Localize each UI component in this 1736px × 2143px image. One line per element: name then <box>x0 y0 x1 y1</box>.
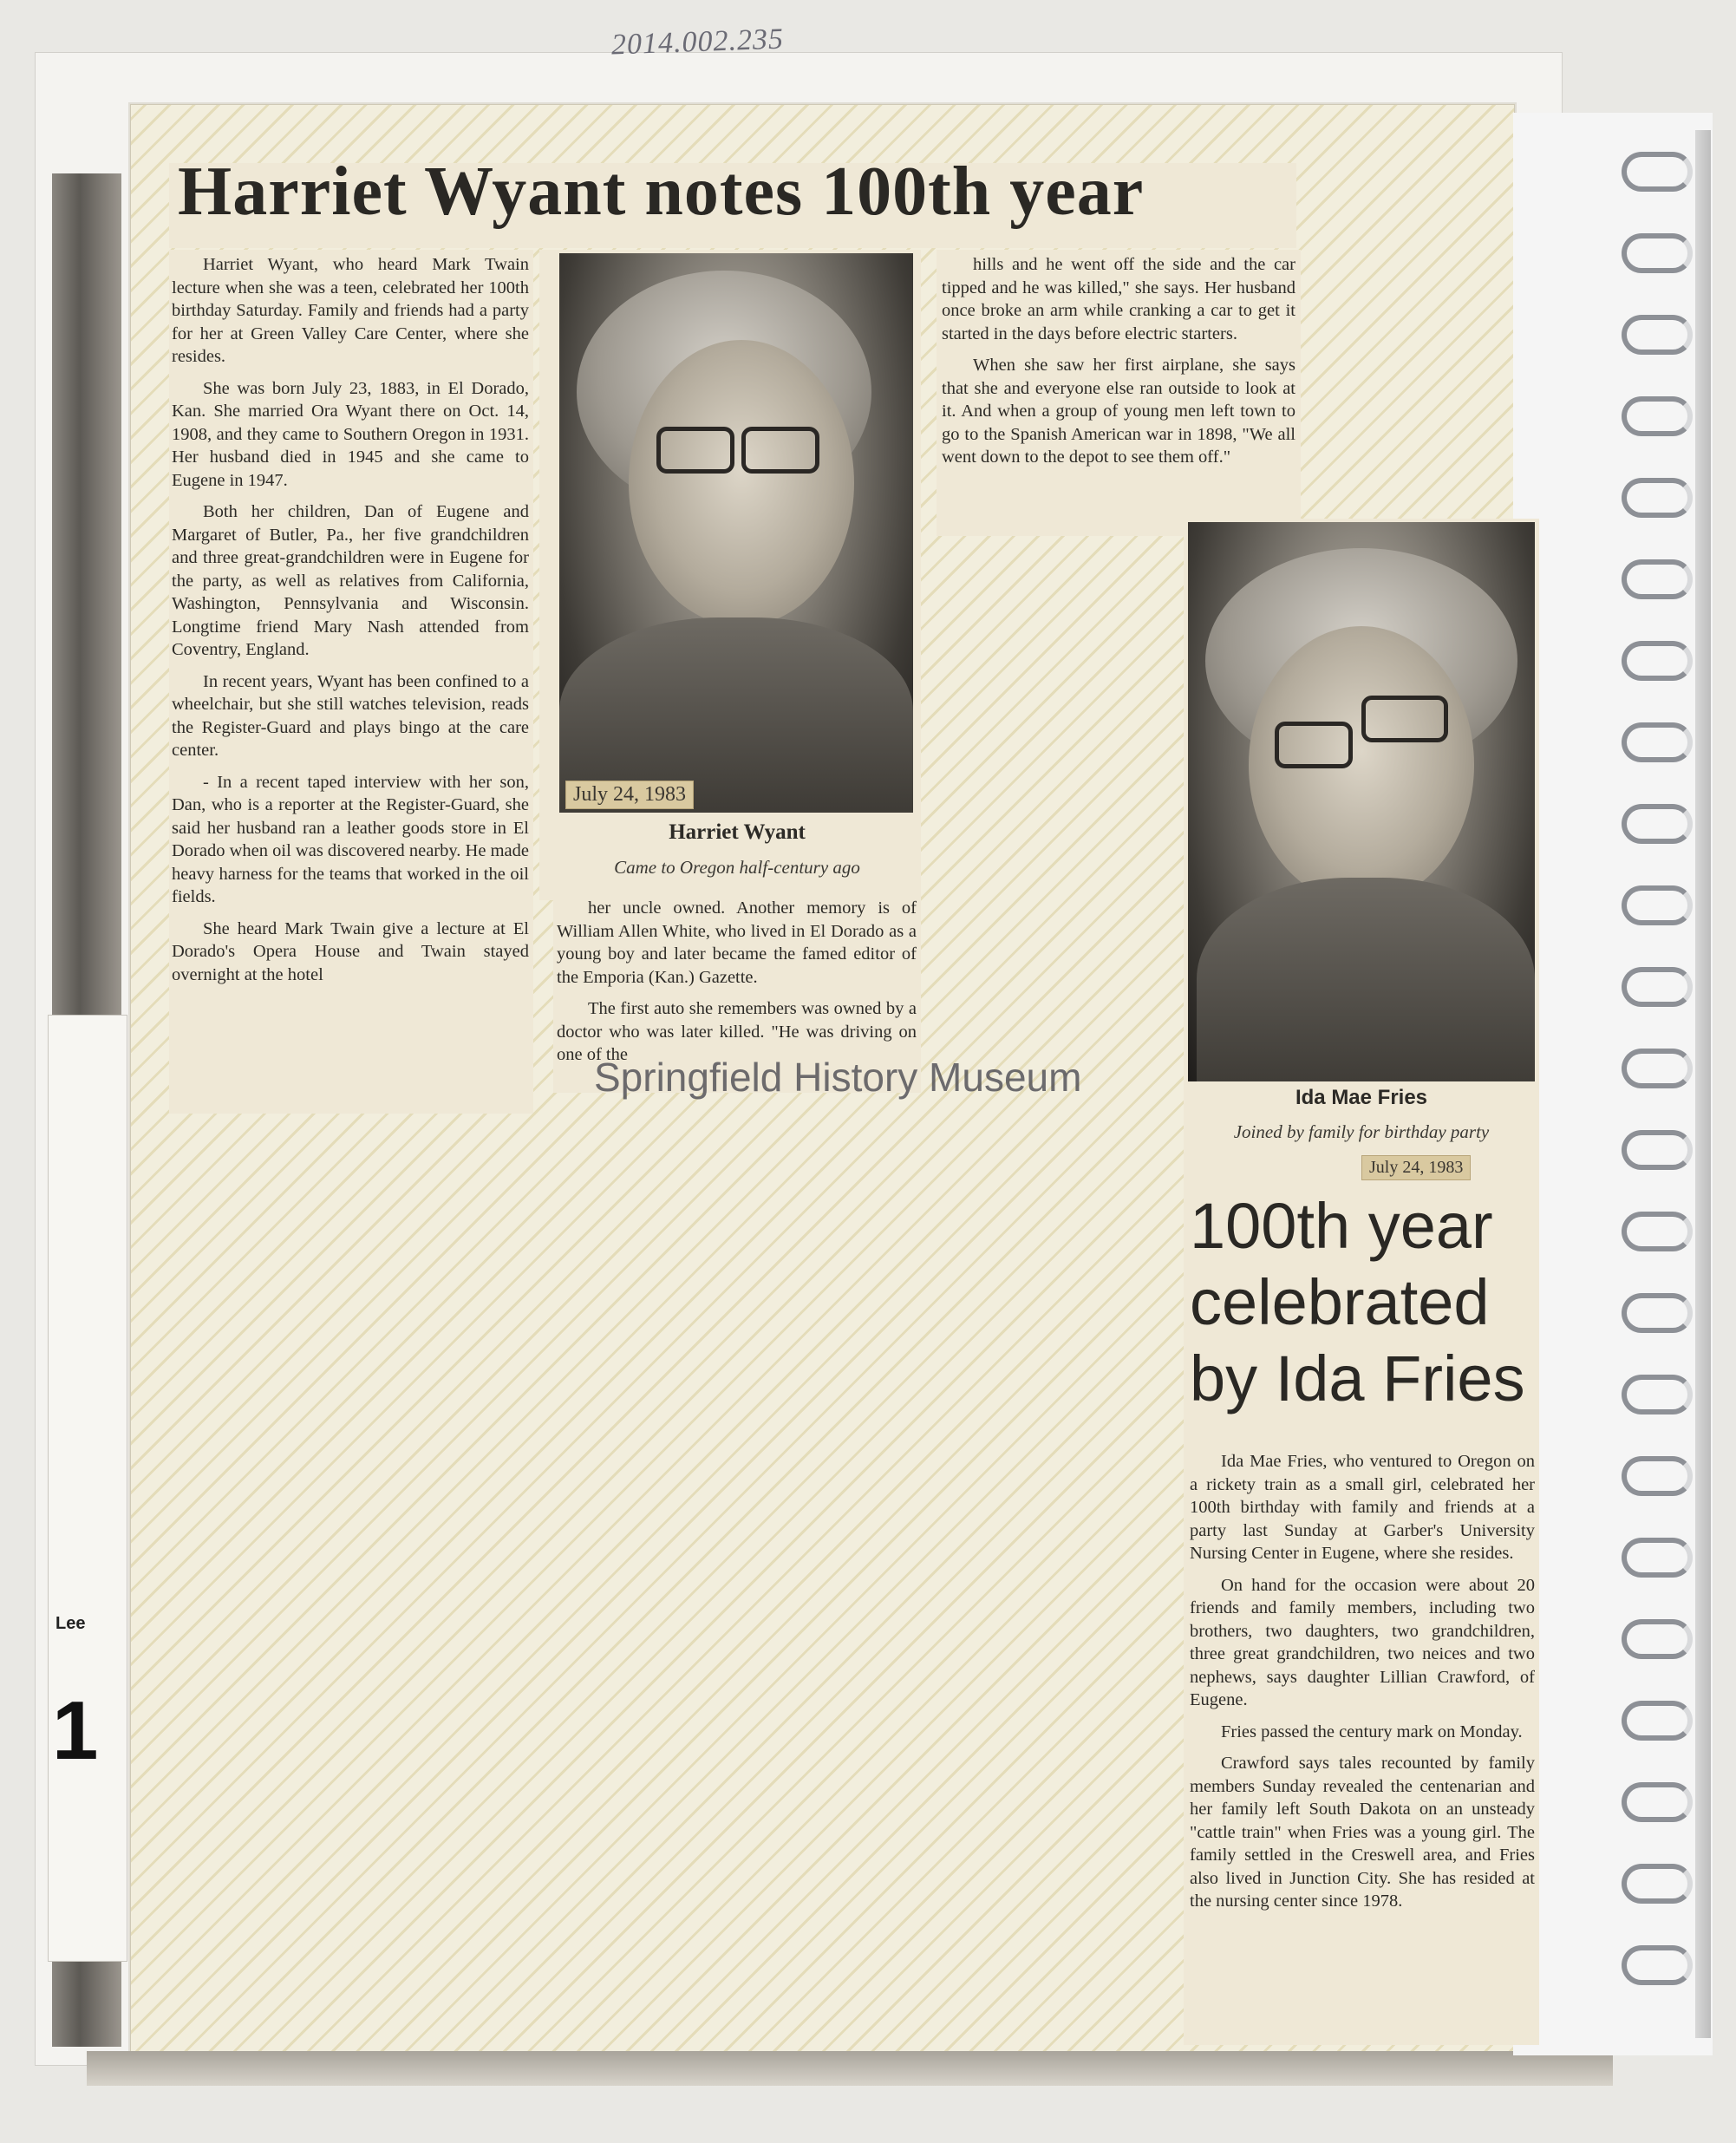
spiral-ring <box>1622 1456 1693 1496</box>
harriet-photo-caption: Came to Oregon half-century ago <box>614 857 860 878</box>
ida-glasses-right <box>1361 696 1448 742</box>
article2-paragraph: On hand for the occasion were about 20 friends and family members, including two brothers, two daughters, two grandchildren, three great grandchildren, two neices and two nephews, says daughter Lillian Crawford, of Eugene. <box>1190 1575 1535 1709</box>
article2-paragraph: Ida Mae Fries, who ventured to Oregon on a rickety train as a small girl, celebrated her 100th birthday with family and friends at a party last Sunday at Garber's University Nursing Center in Eugene, where she resides. <box>1190 1452 1535 1563</box>
spiral-ring <box>1622 1782 1693 1822</box>
article1-col1-paragraph: - In a recent taped interview with her son, Dan, who is a reporter at the Register-Guard, she said her husband ran a leather goods store in El Dorado when oil was discovered nearby. He made heavy harness for the teams that worked in the oil fields. <box>172 772 529 906</box>
spiral-ring <box>1622 1945 1693 1985</box>
harriet-wyant-photo <box>559 253 913 813</box>
ida-body <box>1197 878 1535 1081</box>
underlying-page-fragment <box>48 1015 127 1962</box>
article1-col1-paragraph: Harriet Wyant, who heard Mark Twain lecture when she was a teen, celebrated her 100th birthday Saturday. Family and friends had a party for her at Green Valley Care Center, where she resides. <box>172 255 529 366</box>
article1-column1 <box>172 253 529 995</box>
ida-glasses-left <box>1275 722 1353 768</box>
spiral-ring <box>1622 315 1693 355</box>
accession-number: 2014.002.235 <box>610 23 785 62</box>
article1-column3 <box>942 253 1295 478</box>
article2-date-stamp: July 24, 1983 <box>1361 1155 1471 1180</box>
museum-watermark: Springfield History Museum <box>594 1055 1082 1100</box>
spiral-ring <box>1622 1212 1693 1251</box>
spiral-ring <box>1622 559 1693 599</box>
ida-mae-fries-photo <box>1188 522 1535 1081</box>
spiral-ring <box>1622 1619 1693 1659</box>
article1-col1-paragraph: She was born July 23, 1883, in El Dorado, Kan. She married Ora Wyant there on Oct. 14, 1908, and they came to Southern Oregon in 1931. Her husband died in 1945 and she came to Eugene in 1947. <box>172 378 529 490</box>
spiral-ring <box>1622 233 1693 273</box>
spiral-ring <box>1622 885 1693 925</box>
article1-col2-paragraph: her uncle owned. Another memory is of William Allen White, who lived in El Dorado as a young boy and later became the famed editor of the Emporia (Kan.) Gazette. <box>557 898 917 987</box>
spiral-ring <box>1622 722 1693 762</box>
spiral-ring <box>1622 804 1693 844</box>
harriet-photo-name: Harriet Wyant <box>669 820 806 844</box>
article1-date-stamp: July 24, 1983 <box>565 781 694 809</box>
spiral-ring <box>1622 1049 1693 1088</box>
article1-headline: Harriet Wyant notes 100th year <box>178 154 1145 230</box>
spiral-ring <box>1622 1864 1693 1904</box>
article1-col1-paragraph: In recent years, Wyant has been confined to a wheelchair, but she still watches television, reads the Register-Guard and plays bingo at the care center. <box>172 671 529 760</box>
article1-column2 <box>557 897 917 1075</box>
spiral-ring <box>1622 1130 1693 1170</box>
article1-col2-paragraph: The first auto she remembers was owned by a doctor who was later killed. "He was driving on one of the <box>557 999 917 1064</box>
article2-body <box>1190 1450 1535 1922</box>
spiral-ring <box>1622 1375 1693 1415</box>
harriet-glasses-right <box>741 427 819 474</box>
ida-photo-name: Ida Mae Fries <box>1295 1086 1428 1109</box>
spiral-ring <box>1622 478 1693 518</box>
page-bottom-edge <box>87 2051 1613 2086</box>
harriet-face <box>629 340 854 626</box>
article2-paragraph: Crawford says tales recounted by family members Sunday revealed the centenarian and her family left South Dakota on an unsteady "cattle train" when Fries was a young girl. The family settled in the Creswell area, and Fries also lived in Junction City. She has resided at the nursing center since 1978. <box>1190 1754 1535 1911</box>
article1-col3-paragraph: When she saw her first airplane, she says that she and everyone else ran outside to look at it. And when a group of young men left town to go to the Spanish American war in 1898, "We all went down to the depot to see them off." <box>942 356 1295 467</box>
spiral-ring <box>1622 1293 1693 1333</box>
article1-col1-paragraph: Both her children, Dan of Eugene and Margaret of Butler, Pa., her five grandchildren and three great-grandchildren were in Eugene for the party, as well as relatives from California, Washington, Pennsylvania and Wisconsin. Longtime friend Mary Nash attended from Coventry, England. <box>172 502 529 659</box>
spiral-ring <box>1622 152 1693 192</box>
spiral-ring <box>1622 1538 1693 1578</box>
spiral-ring <box>1622 1701 1693 1741</box>
article1-col1-paragraph: She heard Mark Twain give a lecture at El Dorado's Opera House and Twain stayed overnight at the hotel <box>172 918 529 984</box>
fragment-digit: 1 <box>52 1684 99 1777</box>
article2-headline: 100th year celebrated by Ida Fries <box>1190 1190 1525 1415</box>
spiral-edge <box>1695 130 1711 2038</box>
spiral-ring <box>1622 396 1693 436</box>
article2-paragraph: Fries passed the century mark on Monday. <box>1221 1722 1523 1741</box>
article1-col3-paragraph: hills and he went off the side and the car tipped and he was killed," she says. Her husband once broke an arm while cranking a car to get it started in the days before electric starters. <box>942 255 1295 343</box>
ida-photo-caption: Joined by family for birthday party <box>1233 1121 1490 1142</box>
spiral-ring <box>1622 967 1693 1007</box>
harriet-glasses-left <box>656 427 734 474</box>
fragment-label: Lee <box>55 1614 86 1633</box>
spiral-binding <box>1513 113 1713 2055</box>
spiral-ring <box>1622 641 1693 681</box>
